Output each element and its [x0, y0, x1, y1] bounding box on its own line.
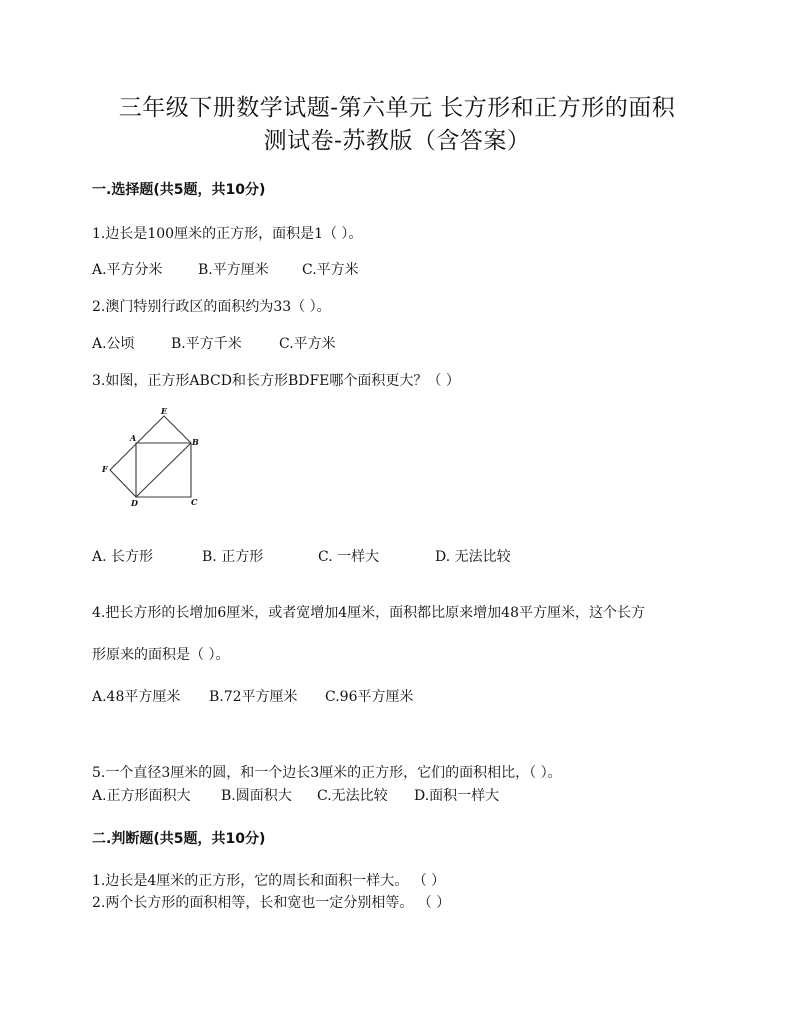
question-3-option-a: A. 长方形 — [92, 549, 154, 565]
question-3-option-b: B. 正方形 — [202, 549, 264, 565]
question-2-option-b: B.平方千米 — [171, 336, 242, 352]
section-1-heading: 一.选择题(共5题，共10分) — [92, 182, 266, 198]
question-4-stem-line-1: 4.把长方形的长增加6厘米，或者宽增加4厘米，面积都比原来增加48平方厘米，这个长方 — [92, 605, 645, 621]
figure-label-d: D — [131, 498, 138, 508]
question-2-stem: 2.澳门特别行政区的面积约为33（ ）。 — [92, 299, 331, 315]
question-3-option-c: C. 一样大 — [318, 549, 380, 565]
document-title-line-2: 测试卷-苏教版（含答案） — [263, 128, 531, 154]
figure-label-a: A — [130, 433, 137, 443]
question-4-option-b: B.72平方厘米 — [209, 689, 298, 705]
figure-label-e: E — [161, 406, 168, 416]
question-1-option-a: A.平方分米 — [92, 262, 163, 278]
question-3-stem: 3.如图，正方形ABCD和长方形BDFE哪个面积更大？（ ） — [92, 373, 460, 389]
rectangle-bdfe — [110, 416, 191, 497]
question-5-option-b: B.圆面积大 — [221, 788, 292, 804]
document-title-line-1: 三年级下册数学试题-第六单元 长方形和正方形的面积 — [118, 95, 676, 121]
question-5-option-a: A.正方形面积大 — [92, 788, 191, 804]
question-3-option-d: D. 无法比较 — [435, 549, 511, 565]
judge-question-2: 2.两个长方形的面积相等，长和宽也一定分别相等。 （ ） — [92, 895, 451, 911]
figure-label-c: C — [191, 497, 198, 507]
question-4-option-c: C.96平方厘米 — [325, 689, 414, 705]
judge-question-1: 1.边长是4厘米的正方形，它的周长和面积一样大。 （ ） — [92, 873, 446, 889]
question-2-option-c: C.平方米 — [279, 336, 336, 352]
question-5-stem: 5.一个直径3厘米的圆，和一个边长3厘米的正方形，它们的面积相比，（ ）。 — [92, 765, 562, 781]
figure-label-b: B — [192, 437, 199, 447]
question-4-option-a: A.48平方厘米 — [92, 689, 181, 705]
figure-label-f: F — [102, 464, 108, 474]
geometry-figure-square-rectangle — [97, 405, 207, 510]
question-1-option-b: B.平方厘米 — [198, 262, 269, 278]
question-5-option-c: C.无法比较 — [317, 788, 388, 804]
question-1-option-c: C.平方米 — [302, 262, 359, 278]
section-2-heading: 二.判断题(共5题，共10分) — [92, 831, 266, 847]
question-4-stem-line-2: 形原来的面积是（ ）。 — [92, 647, 230, 663]
question-5-option-d: D.面积一样大 — [414, 788, 500, 804]
question-2-option-a: A.公顷 — [92, 336, 135, 352]
question-1-stem: 1.边长是100厘米的正方形，面积是1（ ）。 — [92, 226, 363, 242]
